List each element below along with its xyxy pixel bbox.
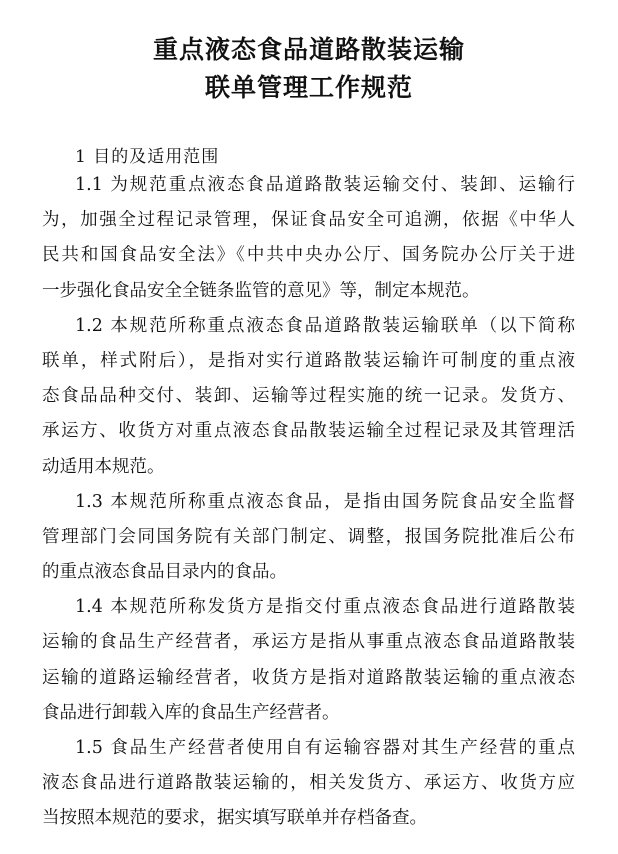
clause-1-1: [42, 168, 575, 309]
clause-1-2-line-4: 承运方、收货方对重点液态食品散装运输全过程记录及其管理活: [42, 421, 575, 442]
title-line-2: 联单管理工作规范: [204, 73, 413, 102]
document-body: [42, 168, 575, 837]
clause-1-1-line-4: 一步强化食品安全全链条监管的意见》等，制定本规范。: [42, 280, 480, 301]
clause-1-4-line-3: 运输的道路运输经营者，收货方是指对道路散装运输的重点液态: [42, 667, 575, 688]
clause-1-2-line-3: 态食品品种交付、装卸、运输等过程实施的统一记录。发货方、: [42, 386, 575, 407]
clause-1-5-line-2: 液态食品进行道路散装运输的，相关发货方、承运方、收货方应: [42, 773, 575, 794]
section-heading: 1 目的及适用范围: [75, 147, 220, 167]
clause-1-4-line-1: 1.4 本规范所称发货方是指交付重点液态食品进行道路散装: [75, 597, 575, 618]
clause-1-1-line-2: 为，加强全过程记录管理，保证食品安全可追溯，依据《中华人: [42, 210, 575, 231]
clause-1-5-line-3: 当按照本规范的要求，据实填写联单并存档备查。: [42, 808, 427, 829]
clause-1-2: [42, 309, 575, 485]
title-line-1: 重点液态食品道路散装运输: [152, 35, 465, 64]
clause-1-2-line-2: 联单，样式附后），是指对实行道路散装运输许可制度的重点液: [42, 350, 575, 371]
clause-1-2-line-1: 1.2 本规范所称重点液态食品道路散装运输联单（以下简称: [75, 315, 575, 336]
clause-1-4-line-2: 运输的食品生产经营者，承运方是指从事重点液态食品道路散装: [42, 632, 575, 653]
clause-1-3-line-2: 管理部门会同国务院有关部门制定、调整，报国务院批准后公布: [42, 526, 575, 547]
clause-1-5-line-1: 1.5 食品生产经营者使用自有运输容器对其生产经营的重点: [75, 738, 575, 758]
clause-1-1-line-1: 1.1 为规范重点液态食品道路散装运输交付、装卸、运输行: [75, 175, 575, 195]
clause-1-1-line-3: 民共和国食品安全法》《中共中央办公厅、国务院办公厅关于进: [42, 245, 575, 266]
document-title: [0, 31, 618, 107]
clause-1-3-line-1: 1.3 本规范所称重点液态食品，是指由国务院食品安全监督: [75, 491, 575, 512]
clause-1-4-line-4: 食品进行卸载入库的食品生产经营者。: [42, 702, 340, 723]
clause-1-3-line-3: 的重点液态食品目录内的食品。: [42, 562, 287, 583]
clause-1-4: [42, 590, 575, 731]
clause-1-2-line-5: 动适用本规范。: [42, 456, 165, 477]
clause-1-5: [42, 731, 575, 837]
clause-1-3: [42, 485, 575, 591]
